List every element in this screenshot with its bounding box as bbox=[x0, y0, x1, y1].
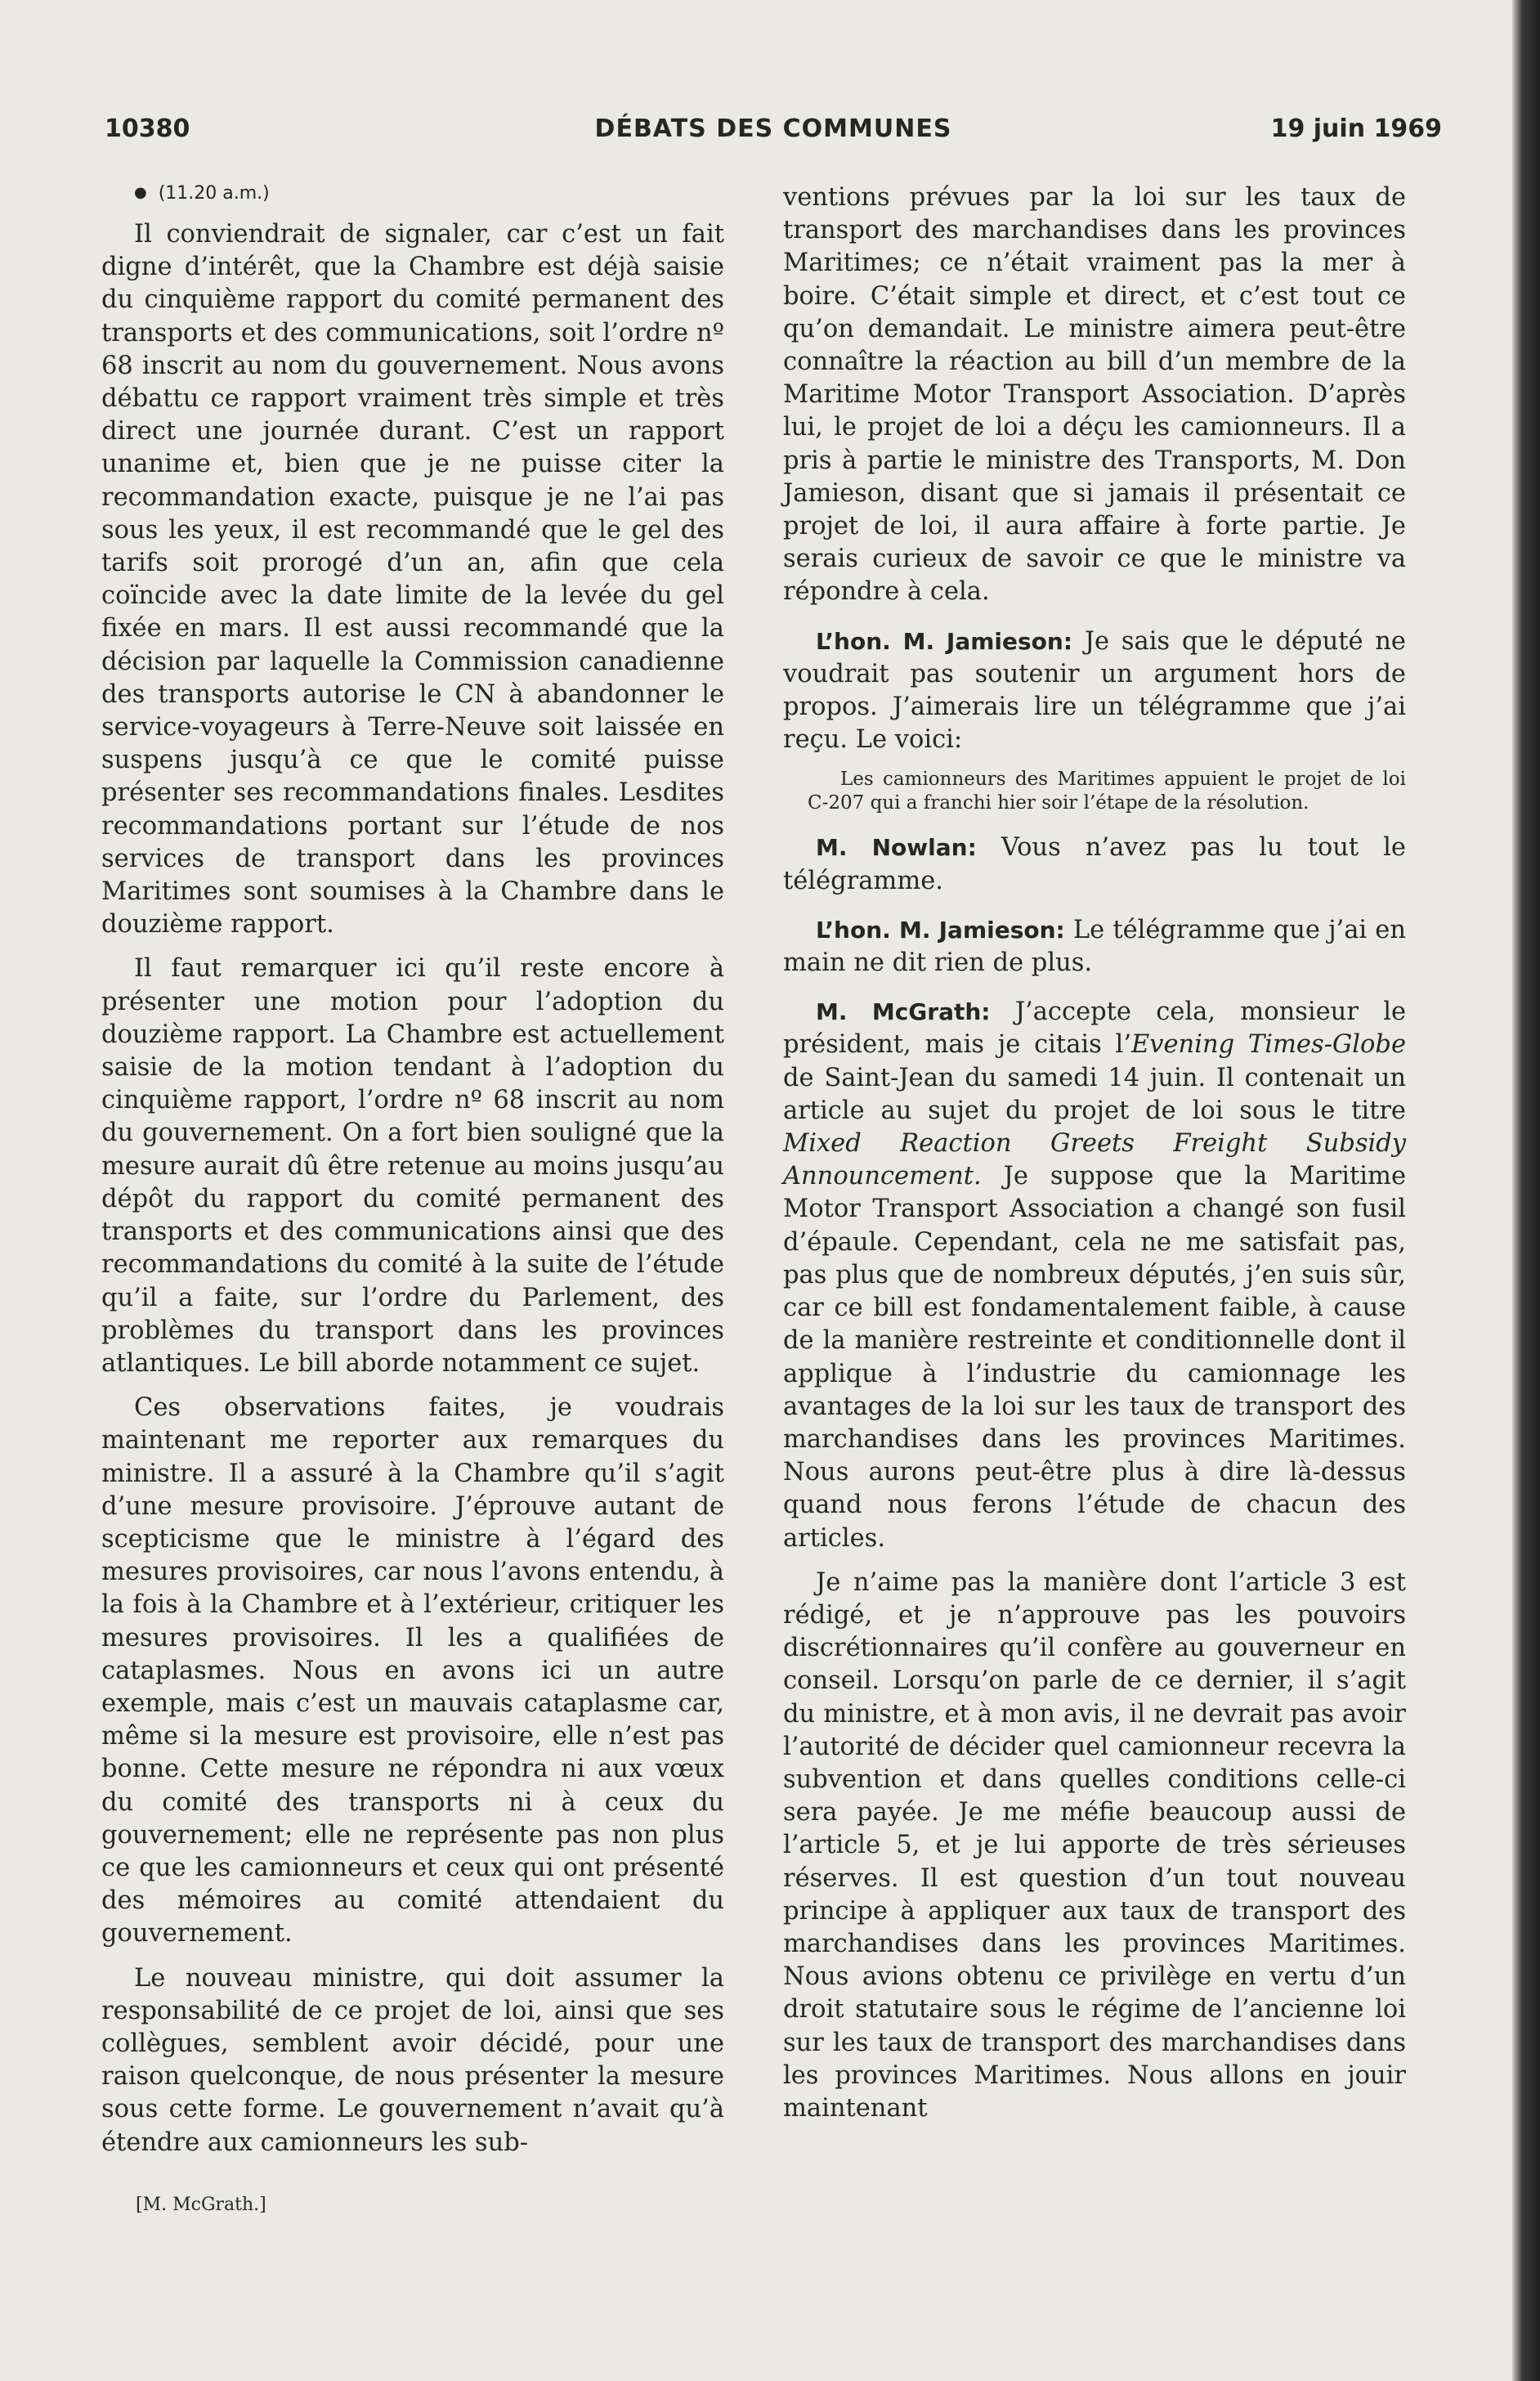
speech-jamieson-2 bbox=[783, 914, 1406, 980]
speech-mcgrath bbox=[783, 996, 1406, 1554]
speech-nowlan bbox=[783, 832, 1406, 897]
page-number: 10380 bbox=[105, 114, 190, 143]
timestamp bbox=[101, 182, 724, 207]
speaker-footnote: [M. McGrath.] bbox=[136, 2195, 266, 2215]
timestamp-text: (11.20 a.m.) bbox=[158, 183, 270, 204]
speech-text: J’accepte cela, monsieur le président, mais je citais l’ bbox=[783, 998, 1406, 1060]
bullet-icon: ● bbox=[134, 184, 147, 201]
speech-text: Je sais que le député ne voudrait pas soutenir un argument hors de propos. J’aimerais lire un télégramme que j’ai reçu. Le voici: bbox=[783, 626, 1406, 755]
speech-text: Vous n’avez pas lu tout le télégramme. bbox=[783, 833, 1406, 895]
publication-title: DÉBATS DES COMMUNES bbox=[594, 114, 952, 143]
speaker-name: M. Nowlan: bbox=[816, 834, 977, 862]
telegram-quote: Les camionneurs des Maritimes appuient le projet de loi C-207 qui a franchi hier soir l’étape de la résolution. bbox=[808, 769, 1406, 814]
speech-jamieson-1 bbox=[783, 626, 1406, 757]
speech-text: Le télégramme que j’ai en main ne dit rien de plus. bbox=[783, 915, 1406, 978]
issue-date: 19 juin 1969 bbox=[1270, 114, 1442, 143]
speaker-name: M. McGrath: bbox=[816, 998, 991, 1026]
paragraph: Ces observations faites, je voudrais maintenant me reporter aux remarques du ministre. Il a assuré à la Chambre qu’il s’agit d’une mesure provisoire. J’éprouve autant de scepticisme que le ministre à l’égard des mesures provisoires, car nous l’avons entendu, à la fois à la Chambre et à l’extérieur, critiquer les mesures provisoires. Il les a qualifiées de cataplasmes. Nous en avons ici un autre exemple, mais c’est un mauvais cataplasme car, même si la mesure est provisoire, elle n’est pas bonne. Cette mesure ne répondra ni aux vœux du comité des transports ni à ceux du gouvernement; elle ne représente pas non plus ce que les camionneurs et ceux qui ont présenté des mémoires au comité attendaient du gouvernement. bbox=[101, 1393, 724, 1948]
speech-text: de Saint-Jean du samedi 14 juin. Il contenait un article au sujet du projet de loi sous le titre bbox=[783, 1063, 1406, 1125]
speaker-name: L’hon. M. Jamieson: bbox=[816, 627, 1073, 655]
running-header bbox=[105, 114, 1442, 150]
binding-edge bbox=[1512, 0, 1540, 2381]
article-title: Mixed Reaction Greets Freight Subsidy Announcement. bbox=[783, 1129, 1406, 1191]
right-column bbox=[783, 182, 1406, 2137]
speaker-name: L’hon. M. Jamieson: bbox=[816, 916, 1065, 944]
speech-text: Je suppose que la Maritime Motor Transport Association a changé son fusil d’épaule. Cependant, cela ne me satisfait pas, pas plus que de nombreux députés, j’en suis sûr, car ce bill est fondamentalement faible, à cause de la manière restreinte et conditionnelle dont il applique à l’industrie du camionnage les avantages de la loi sur les taux de transport des marchandises dans les provinces Maritimes. Nous aurons peut-être plus à dire là-dessus quand nous ferons l’étude de chacun des articles. bbox=[783, 1162, 1406, 1553]
paragraph: ventions prévues par la loi sur les taux de transport des marchandises dans les provinces Maritimes; ce n’était vraiment pas la mer à boire. C’était simple et direct, et c’est tout ce qu’on demandait. Le ministre aimera peut-être connaître la réaction au bill d’un membre de la Maritime Motor Transport Association. D’après lui, le projet de loi a déçu les camionneurs. Il a pris à partie le ministre des Transports, M. Don Jamieson, disant que si jamais il présentait ce projet de loi, il aura affaire à forte partie. Je serais curieux de savoir ce que le ministre va répondre à cela. bbox=[783, 183, 1406, 607]
paragraph: Il faut remarquer ici qu’il reste encore à présenter une motion pour l’adoption du douzième rapport. La Chambre est actuellement saisie de la motion tendant à l’adoption du cinquième rapport, l’ordre nº 68 inscrit au nom du gouvernement. On a fort bien souligné que la mesure aurait dû être retenue au moins jusqu’au dépôt du rapport du comité permanent des transports et des communications ainsi que des recommandations du comité à la suite de l’étude qu’il a faite, sur l’ordre du Parlement, des problèmes du transport dans les provinces atlantiques. Le bill aborde notamment ce sujet. bbox=[101, 954, 724, 1378]
paragraph: Il conviendrait de signaler, car c’est un fait digne d’intérêt, que la Chambre est déjà saisie du cinquième rapport du comité permanent des transports et des communications, soit l’ordre nº 68 inscrit au nom du gouvernement. Nous avons débattu ce rapport vraiment très simple et très direct une journée durant. C’est un rapport unanime et, bien que je ne puisse citer la recommandation exacte, puisque je ne l’ai pas sous les yeux, il est recommandé que le gel des tarifs soit prorogé d’un an, afin que cela coïncide avec la date limite de la levée du gel fixée en mars. Il est aussi recommandé que la décision par laquelle la Commission canadienne des transports autorise le CN à abandonner le service-voyageurs à Terre-Neuve soit laissée en suspens jusqu’à ce que le comité puisse présenter ses recommandations finales. Lesdites recommandations portant sur l’étude de nos services de transport dans les provinces Maritimes sont soumises à la Chambre dans le douzième rapport. bbox=[101, 220, 724, 939]
left-column bbox=[101, 182, 724, 2171]
paragraph: Le nouveau ministre, qui doit assumer la responsabilité de ce projet de loi, ainsi que ses collègues, semblent avoir décidé, pour une raison quelconque, de nous présenter la mesure sous cette forme. Le gouvernement n’avait qu’à étendre aux camionneurs les sub- bbox=[101, 1963, 724, 2157]
newspaper-title: Evening Times-Globe bbox=[1131, 1030, 1406, 1060]
paragraph: Je n’aime pas la manière dont l’article 3 est rédigé, et je n’approuve pas les pouvoirs discrétionnaires qu’il confère au gouverneur en conseil. Lorsqu’on parle de ce dernier, il s’agit du ministre, et à mon avis, il ne devrait pas avoir l’autorité de décider quel camionneur recevra la subvention et dans quelles conditions celle-ci sera payée. Je me méfie beaucoup aussi de l’article 5, et je lui apporte de très sérieuses réserves. Il est question d’un tout nouveau principe à appliquer aux taux de transport des marchandises dans les provinces Maritimes. Nous avions obtenu ce privilège en vertu d’un droit statutaire sous le régime de l’ancienne loi sur les taux de transport des marchandises dans les provinces Maritimes. Nous allons en jouir maintenant bbox=[783, 1567, 1406, 2123]
